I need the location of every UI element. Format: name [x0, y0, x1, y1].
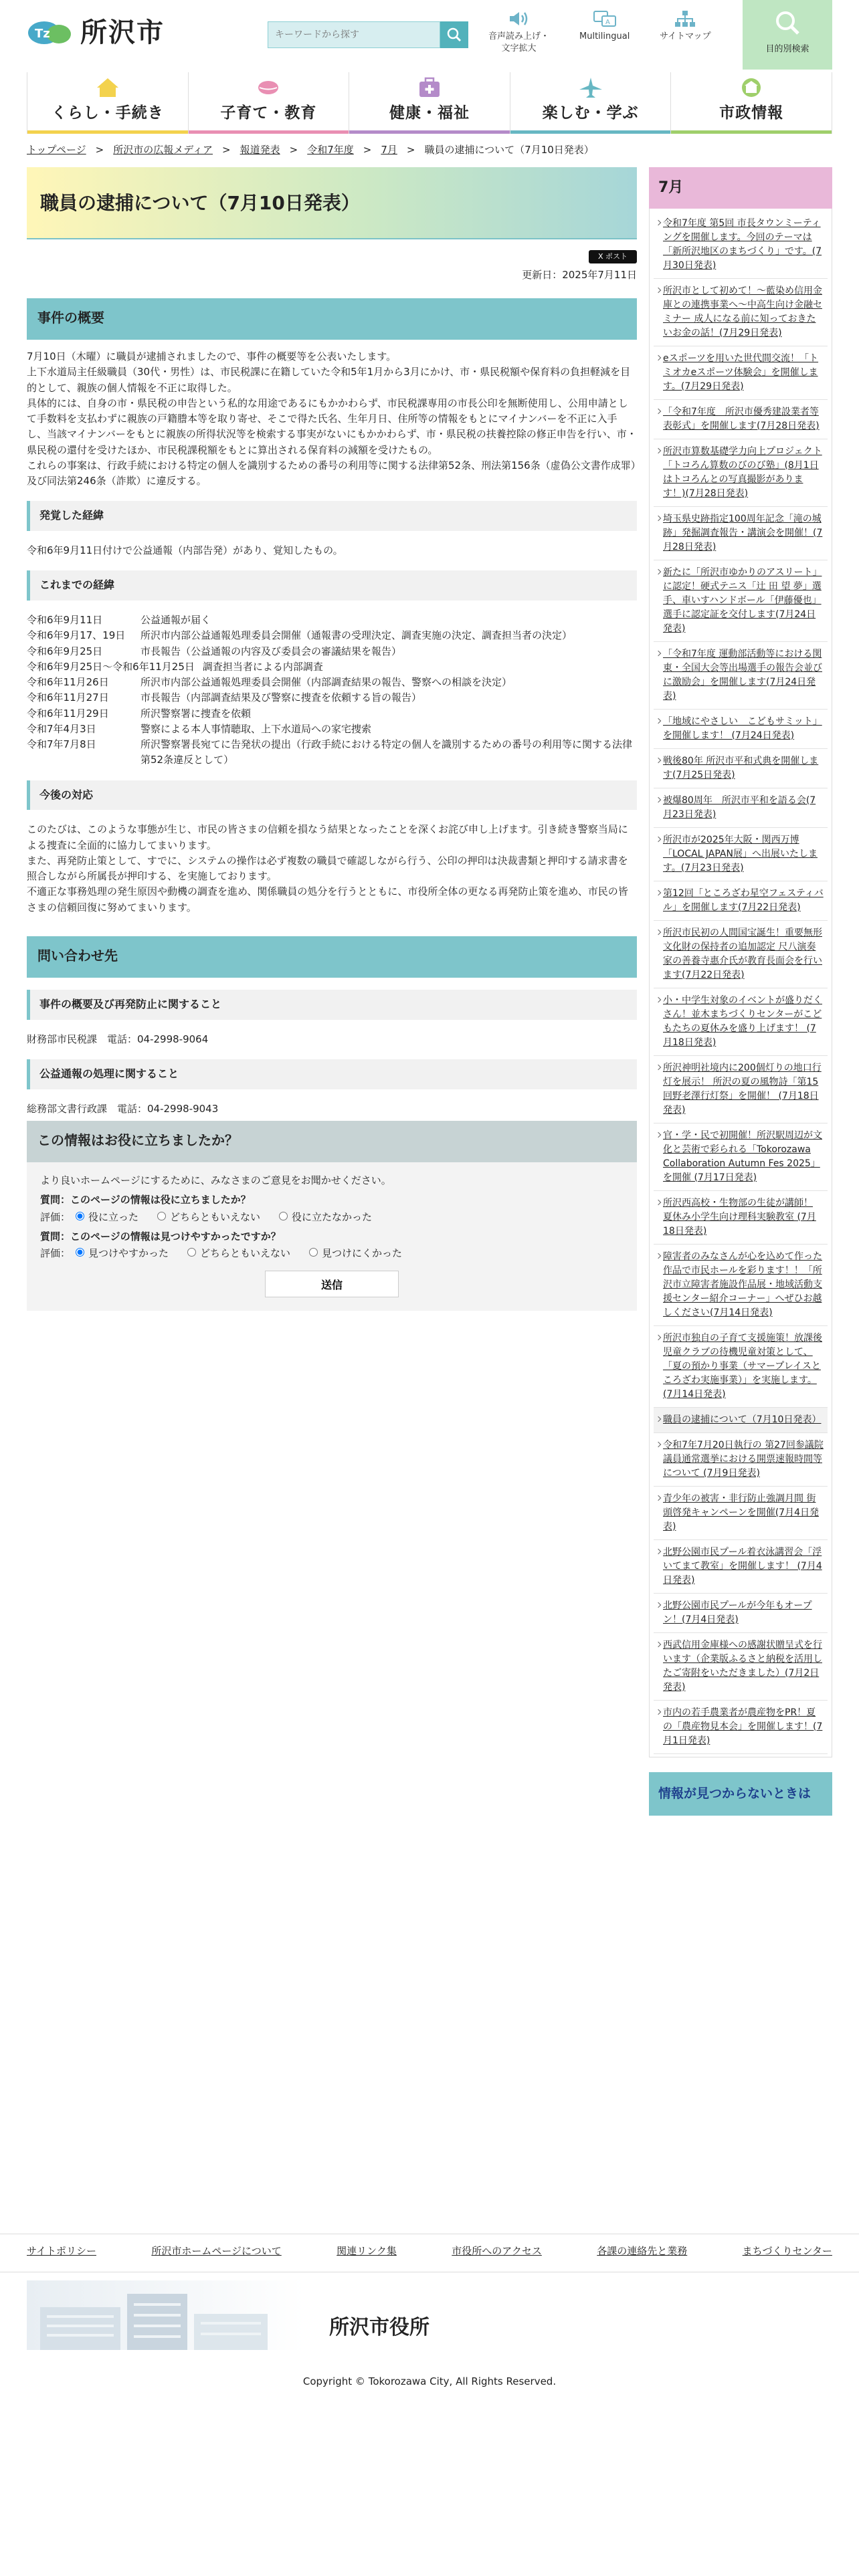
nav-item-label: 楽しむ・学ぶ: [542, 104, 639, 122]
nav-item-label: 健康・福祉: [389, 104, 470, 122]
rating-label: 評価：: [40, 1247, 71, 1259]
sidebar-article-link[interactable]: 官・学・民で初開催！所沢駅周辺が文化と芸術で彩られる「Tokorozawa Collaboration Autumn Fes 2025」を開催 (7月17日発表): [663, 1130, 822, 1183]
voice-text-size-link[interactable]: [488, 9, 549, 55]
sidebar-list-item[interactable]: [654, 1594, 828, 1633]
summary-paragraph: 上下水道局主任級職員（30代・男性）は、市民税課に在籍していた令和5年1月から3月にかけ、市・県民税額や保育料の負担軽減を目的として、親族の個人情報を不正に取得した。: [27, 366, 631, 394]
multilingual-link[interactable]: [579, 9, 630, 43]
option-neutral-2[interactable]: [182, 1246, 290, 1261]
sidebar-article-link[interactable]: 青少年の被害・非行防止強調月間 街頭啓発キャンペーンを開催(7月4日発表): [663, 1493, 819, 1532]
sidebar-article-link[interactable]: 所沢市として初めて！～藍染め信用金庫との連携事業へ～中高生向け金融セミナー 成人になる前に知っておきたいお金の話！(7月29日発表): [663, 286, 822, 338]
sidebar-list-item[interactable]: [654, 1056, 828, 1123]
section-heading: 事件の概要: [27, 298, 637, 340]
text-size-link-label: 文字拡大: [501, 43, 537, 54]
radio-not-useful[interactable]: [279, 1212, 288, 1220]
history-text: 市長報告（内部調査結果及び警察に捜査を依頼する旨の報告）: [140, 691, 422, 704]
rating-label: 評価：: [40, 1210, 71, 1223]
history-text: 所沢市内部公益通報処理委員会開催（通報書の受理決定、調査実施の決定、調査担当者の決定）: [140, 629, 573, 642]
svg-text:Tz: Tz: [35, 27, 50, 41]
city-emblem-icon: [27, 19, 74, 46]
sidebar-article-link[interactable]: 西武信用金庫様への感謝状贈呈式を行います（企業版ふるさと納税を活用したご寄附をいただきました）(7月2日発表): [663, 1640, 822, 1693]
history-text: 公益通報が届く: [140, 614, 211, 627]
nav-color-bar: [189, 130, 349, 134]
footer-link-site-policy[interactable]: サイトポリシー: [27, 2245, 96, 2257]
footer-link-community-centers[interactable]: まちづくりセンター: [742, 2245, 832, 2257]
purpose-search-label: 目的別検索: [765, 44, 809, 54]
city-hall-icon: [738, 76, 765, 99]
breadcrumb: [27, 142, 594, 159]
sidebar-list-item[interactable]: [654, 346, 828, 400]
section-heading: この情報はお役に立ちましたか？: [27, 1121, 637, 1162]
site-search: [268, 21, 468, 48]
breadcrumb-separator: >: [95, 144, 104, 156]
option-label: 役に立たなかった: [292, 1210, 373, 1223]
sidebar-list-item[interactable]: [654, 439, 828, 507]
sidebar-list-item[interactable]: [654, 828, 828, 881]
option-label: どちらともいえない: [170, 1210, 261, 1223]
sidebar-article-link[interactable]: 所沢西高校・生物部の生徒が講師！ 夏休み小学生向け理科実験教室 (7月18日発表): [663, 1198, 816, 1237]
history-row: [27, 675, 637, 690]
nav-item-health[interactable]: [349, 72, 510, 134]
sidebar-list-item[interactable]: [654, 279, 828, 346]
summary-paragraph: これらの事案は、行政手続における特定の個人を識別するための番号の利用等に関する法律第52条、刑法第156条（虚偽公文書作成罪）及び同法第246条（詐欺）に違反する。: [27, 459, 636, 487]
sidebar-article-link[interactable]: 令和7年度 第5回 市長タウンミーティングを開催します。今回のテーマは「新所沢地区のまちづくり」です。(7月30日発表): [663, 218, 822, 271]
breadcrumb-separator: >: [363, 144, 372, 156]
footer-link-about-site[interactable]: 所沢市ホームページについて: [151, 2245, 282, 2257]
voice-link-label: 音声読み上げ・: [488, 31, 550, 41]
option-label: 見つけにくかった: [322, 1247, 403, 1259]
subsection-heading: 事件の概要及び再発防止に関すること: [27, 990, 637, 1020]
sidebar-list-item[interactable]: [654, 710, 828, 749]
city-hall-illustration: [27, 2280, 305, 2350]
breadcrumb-link-media[interactable]: 所沢市の広報メディア: [113, 144, 213, 156]
nav-item-leisure[interactable]: [510, 72, 672, 134]
nav-item-city-administration[interactable]: [671, 72, 832, 134]
contact-info: 総務部文書行政課 電話：04-2998-9043: [27, 1102, 219, 1115]
sidebar-list-item[interactable]: [654, 988, 828, 1056]
nav-item-label: 子育て・教育: [220, 104, 317, 122]
subsection-heading: 今後の対応: [27, 780, 637, 811]
nav-item-childcare[interactable]: [189, 72, 350, 134]
sidebar-article-link[interactable]: 所沢神明社境内に200個灯りの地口行灯を展示！ 所沢の夏の風物詩「第15回野老澤行灯祭」を開催！ (7月18日発表): [663, 1063, 822, 1115]
sidebar-article-link[interactable]: 北野公園市民プール着衣泳講習会「浮いてまて教室」を開催します！ (7月4日発表): [663, 1547, 822, 1586]
history-date: 令和6年9月17、19日: [27, 629, 126, 642]
sidebar-article-link[interactable]: eスポーツを用いた世代間交流！「トミオカeスポーツ体験会」を開催します。(7月29日発表): [663, 353, 819, 392]
lips-icon: [255, 76, 282, 99]
sidebar-article-link[interactable]: 小・中学生対象のイベントが盛りだくさん！並木まちづくりセンターがこどもたちの夏休みを盛り上げます！ (7月18日発表): [663, 995, 822, 1048]
search-button[interactable]: [440, 21, 468, 48]
sidebar-list-item[interactable]: [654, 1540, 828, 1594]
survey-options-1: [40, 1210, 624, 1225]
medical-bag-icon: [416, 76, 443, 99]
history-date: 令和6年9月25日: [27, 645, 103, 657]
site-footer: [27, 2280, 832, 2414]
sidebar-article-link[interactable]: 「令和7年度 運動部活動等における関東・全国大会等出場選手の報告会並びに激励会」を開催します(7月24日発表): [663, 649, 822, 702]
sidebar-article-link[interactable]: 「地域にやさしい こどもサミット」を開催します！ (7月24日発表): [663, 716, 822, 741]
sidebar-article-link[interactable]: 所沢市民初の人間国宝誕生！重要無形文化財の保持者の追加認定 尺八演奏家の善養寺惠介氏が教育長面会を行います(7月22日発表): [663, 928, 822, 980]
svg-text:A: A: [605, 19, 610, 26]
response-paragraph: また、再発防止策として、すでに、システムの操作は必ず複数の職員で確認しながら行う、公印の押印は決裁書類と押印する請求書を照合しながら所属長が押印する、を実施しております。: [27, 854, 628, 883]
history-row: [27, 722, 637, 737]
discovery-text: 令和6年9月11日付けで公益通報（内部告発）があり、覚知したもの。: [27, 544, 343, 557]
breadcrumb-separator: >: [406, 144, 415, 156]
sitemap-label: サイトマップ: [660, 31, 711, 41]
subsection-heading: これまでの経緯: [27, 570, 637, 601]
history-date: 令和6年9月11日: [27, 614, 103, 627]
history-row: [27, 659, 637, 675]
nav-item-label: くらし・手続き: [51, 104, 164, 122]
contact-section: [27, 936, 637, 1117]
sidebar-list-item[interactable]: [654, 400, 828, 439]
sidebar-list-item[interactable]: [654, 1487, 828, 1540]
multilingual-label: Multilingual: [579, 31, 630, 41]
page-title: 職員の逮捕について（7月10日発表）: [27, 167, 637, 239]
sidebar-list-item[interactable]: [654, 749, 828, 788]
breadcrumb-link-top[interactable]: トップページ: [27, 144, 86, 156]
search-icon: [447, 27, 462, 42]
history-row: [27, 690, 637, 706]
radio-hard[interactable]: [309, 1248, 318, 1257]
city-hall-building-icon: [27, 2280, 305, 2350]
sidebar-list-item[interactable]: [654, 560, 828, 642]
breadcrumb-link-month[interactable]: 7月: [381, 144, 397, 156]
survey-form: [27, 1162, 637, 1311]
footer-link-departments[interactable]: 各課の連絡先と業務: [597, 2245, 688, 2257]
history-text: 所沢警察署長宛てに告発状の提出（行政手続における特定の個人を識別するための番号の利用等に関する法律第52条違反として）: [140, 738, 633, 766]
breadcrumb-separator: >: [289, 144, 298, 156]
breadcrumb-link-press[interactable]: 報道発表: [240, 144, 280, 156]
history-row: [27, 613, 637, 628]
history-date: 令和7年4月3日: [27, 722, 96, 735]
nav-item-label: 市政情報: [719, 104, 784, 122]
footer-links: [0, 2234, 859, 2272]
nav-color-bar: [510, 130, 671, 134]
language-icon: [593, 9, 617, 28]
breadcrumb-current: 職員の逮捕について（7月10日発表）: [424, 144, 594, 156]
sidebar-article-link[interactable]: 戦後80年 所沢市平和式典を開催します(7月25日発表): [663, 756, 819, 780]
sidebar-list-item[interactable]: [654, 1433, 828, 1487]
sidebar-article-link[interactable]: 市内の若手農業者が農産物をPR！夏の「農産物見本会」を開催します！(7月1日発表): [663, 1707, 823, 1746]
response-paragraph: 不適正な事務処理の発生原因や動機の調査を進め、関係職員の処分を行うとともに、市役所全体の更なる再発防止策を進め、市民の皆さまの信頼回復に努めてまいります。: [27, 885, 628, 914]
radio-neutral-2[interactable]: [187, 1248, 196, 1257]
sidebar-article-link[interactable]: 第12回「ところざわ星空フェスティバル」を開催します(7月22日発表): [663, 888, 824, 913]
sidebar-heading: 7月: [649, 167, 832, 209]
section-heading: 問い合わせ先: [27, 936, 637, 978]
history-date: 令和7年7月8日: [27, 738, 96, 751]
response-paragraph: このたびは、このような事態が生じ、市民の皆さまの信頼を損なう結果となったことを深くお詫び申し上げます。引き続き警察当局による捜査に全面的に協力してまいります。: [27, 823, 628, 851]
sidebar-list-item[interactable]: [654, 1245, 828, 1326]
summary-paragraph: 具体的には、自身の市・県民税の申告という私的な用途であるにもかかわらず、市民税課専用の市長公印を無断使用し、公用申請として手数料を支払わずに親族の戸籍謄本等を取り寄せ、そこで得た氏名、生年月日、住所等の情報をもとにマイナンバーを不正に入手し、当該マイナンバーをもとに親族の所得状況等を検索する事実がないにもかかわらず、市・県民税の扶養控除の修正申告を行い、市・県民税の還付を受けたほか、市民税課税額をもとに算出される保育料の減額を受けたもの。: [27, 397, 637, 456]
sidebar-article-link[interactable]: 所沢市が2025年大阪・関西万博「LOCAL JAPAN展」へ出展いたします。(7月23日発表): [663, 835, 818, 873]
breadcrumb-separator: >: [222, 144, 231, 156]
survey-intro: より良いホームページにするために、みなさまのご意見をお聞かせください。: [40, 1174, 391, 1186]
sitemap-icon: [673, 9, 697, 28]
contact-info: 財務部市民税課 電話：04-2998-9064: [27, 1033, 209, 1045]
survey-question-2: 質問：このページの情報は見つけやすかったですか？: [40, 1230, 281, 1243]
sidebar-article-link[interactable]: 新たに「所沢市ゆかりのアスリート」に認定！硬式テニス「辻 田 望 夢」選手、車いすハンドボール「伊藤優也」選手に認定証を交付します(7月24日発表): [663, 567, 822, 634]
history-text: 市長報告（公益通報の内容及び委員会の審議結果を報告）: [140, 645, 402, 657]
house-icon: [94, 76, 121, 99]
sidebar-article-link[interactable]: 被爆80周年 所沢市平和を語る会(7月23日発表): [663, 795, 816, 820]
sidebar-list-item[interactable]: [654, 642, 828, 710]
history-list: [27, 613, 637, 768]
not-found-help-button[interactable]: 情報が見つからないときは: [649, 1772, 832, 1816]
option-not-useful[interactable]: [274, 1210, 372, 1225]
feedback-survey: [27, 1121, 637, 1311]
history-date: 令和6年9月25日～令和6年11月25日: [27, 660, 195, 673]
footer-link-related-links[interactable]: 関連リンク集: [337, 2245, 397, 2257]
history-text: 警察による本人事情聴取、上下水道局への家宅捜索: [140, 722, 372, 735]
history-row: [27, 628, 637, 643]
option-hard[interactable]: [304, 1246, 402, 1261]
sidebar-article-link[interactable]: 職員の逮捕について（7月10日発表）: [663, 1414, 822, 1425]
search-input[interactable]: [268, 21, 440, 48]
footer-link-access[interactable]: 市役所へのアクセス: [452, 2245, 542, 2257]
x-post-button[interactable]: X ポスト: [589, 250, 637, 263]
nav-color-bar: [27, 130, 188, 134]
sidebar-list-item[interactable]: [654, 921, 828, 988]
sidebar-article-link[interactable]: 埼玉県史跡指定100周年記念「滝の城跡」発掘調査報告・講演会を開催！(7月28日発表): [663, 514, 823, 552]
radio-neutral[interactable]: [157, 1212, 166, 1220]
sidebar-list-item[interactable]: [654, 1408, 828, 1433]
sidebar-article-link[interactable]: 所沢市独自の子育て支援施策！放課後児童クラブの待機児童対策として、「夏の預かり事業（サマープレイスところざわ実施事業）」を実施します。(7月14日発表): [663, 1333, 822, 1400]
sidebar-list-item[interactable]: [654, 881, 828, 921]
sidebar-article-link[interactable]: 「令和7年度 所沢市優秀建設業者等表彰式」を開催します(7月28日発表): [663, 407, 820, 431]
sidebar-list-item[interactable]: [654, 211, 828, 279]
nav-item-living[interactable]: [27, 72, 189, 134]
sitemap-link[interactable]: [660, 9, 711, 43]
search-icon: [774, 9, 801, 36]
sidebar-list-item[interactable]: [654, 788, 828, 828]
option-easy[interactable]: [70, 1246, 169, 1261]
history-row: [27, 706, 637, 722]
option-useful[interactable]: [70, 1210, 138, 1225]
submit-button[interactable]: 送信: [265, 1271, 399, 1297]
sidebar-article-link[interactable]: 令和7年7月20日執行の 第27回参議院議員通常選挙における開票速報時間等について (7月9日発表): [663, 1440, 824, 1479]
site-logo[interactable]: [27, 12, 165, 53]
city-name: 所沢市: [80, 17, 165, 48]
updated-date: 更新日：2025年7月11日: [522, 269, 637, 281]
city-hall-name: 所沢市役所: [329, 2316, 430, 2339]
history-row: [27, 737, 637, 768]
sidebar-article-link[interactable]: 北野公園市民プールが今年もオープン！(7月4日発表): [663, 1600, 812, 1625]
site-header: [0, 0, 859, 70]
sidebar-list-item[interactable]: [654, 1701, 828, 1754]
incident-summary-section: [27, 298, 637, 916]
radio-easy[interactable]: [76, 1248, 84, 1257]
summary-paragraph: 7月10日（木曜）に職員が逮捕されましたので、事件の概要等を公表いたします。: [27, 350, 397, 362]
sidebar-list-item[interactable]: [654, 1191, 828, 1245]
history-text: 所沢警察署に捜査を依頼: [140, 707, 252, 720]
option-label: 役に立った: [88, 1210, 139, 1223]
history-date: 令和6年11月27日: [27, 691, 109, 704]
global-navigation: [27, 72, 832, 134]
speaker-icon: [507, 9, 531, 28]
history-text: 調査担当者による内部調査: [202, 660, 323, 673]
option-label: どちらともいえない: [200, 1247, 291, 1259]
history-text: 所沢市内部公益通報処理委員会開催（内部調査結果の報告、警察への相談を決定）: [140, 676, 512, 689]
nav-color-bar: [349, 130, 510, 134]
history-row: [27, 644, 637, 659]
sidebar-article-link[interactable]: 所沢市算数基礎学力向上プロジェクト「トコろん算数のびのび塾」(8月1日はトコろんとの写真撮影があります！)(7月28日発表): [663, 446, 822, 499]
breadcrumb-link-fiscal-year[interactable]: 令和7年度: [307, 144, 354, 156]
sidebar-list-item[interactable]: [654, 507, 828, 560]
sidebar-list-item[interactable]: [654, 1633, 828, 1701]
nav-color-bar: [671, 130, 832, 134]
option-neutral[interactable]: [152, 1210, 260, 1225]
survey-options-2: [40, 1246, 624, 1261]
main-content: [27, 167, 637, 1291]
sidebar-list-item[interactable]: [654, 1326, 828, 1408]
history-date: 令和6年11月29日: [27, 707, 109, 720]
sidebar: [649, 167, 832, 1816]
survey-question-1: 質問：このページの情報は役に立ちましたか？: [40, 1194, 251, 1206]
sidebar-article-list: [649, 209, 832, 1757]
purpose-search-button[interactable]: [743, 0, 832, 70]
copyright: Copyright © Tokorozawa City, All Rights Reserved.: [302, 2375, 557, 2387]
sidebar-list-item[interactable]: [654, 1123, 828, 1191]
subsection-heading: 公益通報の処理に関すること: [27, 1059, 637, 1089]
sidebar-article-link[interactable]: 障害者のみなさんが心を込めて作った作品で市民ホールを彩ります！！「所沢市立障害者施設作品展・地域活動支援センター紹介コーナー」へぜひお越しください(7月14日発表): [663, 1251, 822, 1318]
radio-useful[interactable]: [76, 1212, 84, 1220]
history-date: 令和6年11月26日: [27, 676, 109, 689]
option-label: 見つけやすかった: [88, 1247, 169, 1259]
airplane-icon: [577, 76, 604, 99]
subsection-heading: 発覚した経緯: [27, 501, 637, 531]
